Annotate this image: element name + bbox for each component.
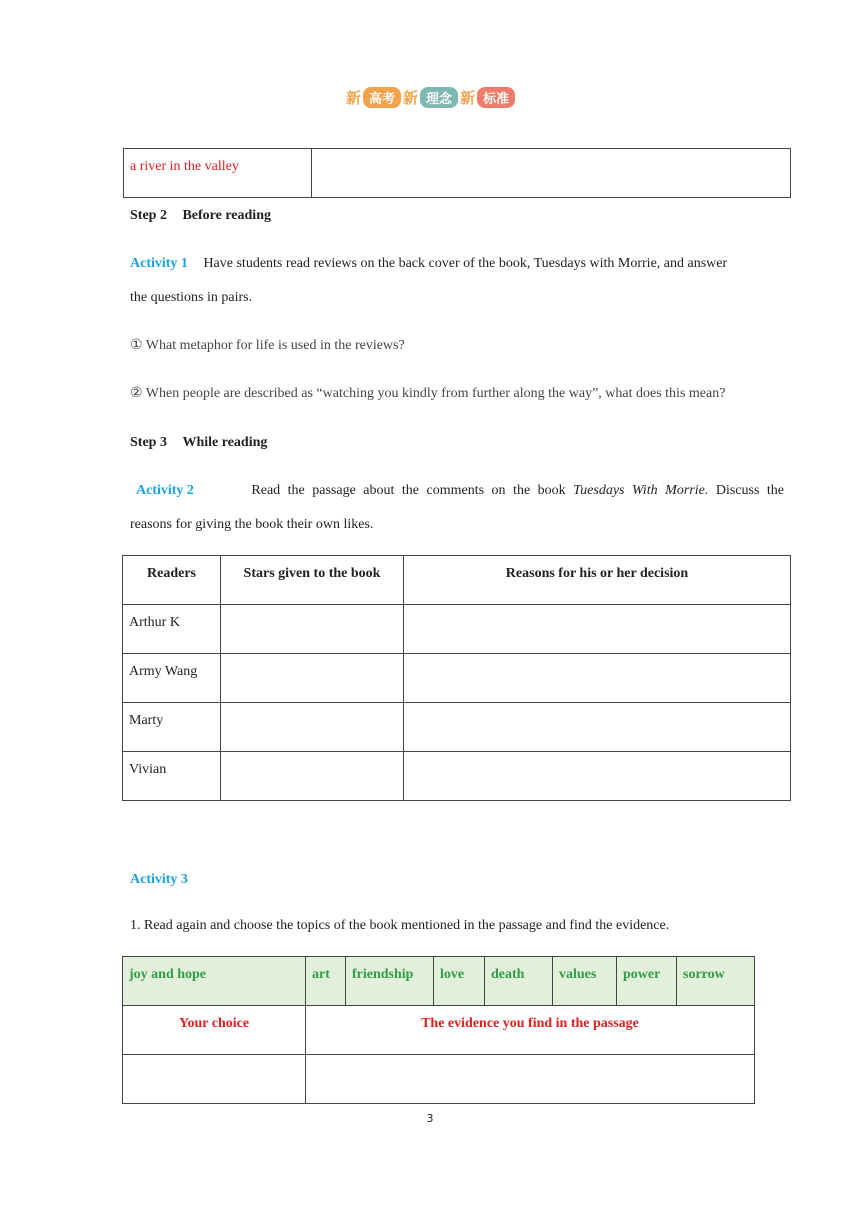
topic-joy-and-hope[interactable]: joy and hope [123,957,306,1006]
topic-sorrow[interactable]: sorrow [677,957,755,1006]
activity1-paragraph [130,254,784,274]
step2-label: Step 2 [130,208,167,223]
activity3-instruction: 1. Read again and choose the topics of the book mentioned in the passage and find the evidence. [130,918,670,933]
topics-header-row [123,1006,755,1055]
topics-row [123,957,755,1006]
page-number: 3 [426,1112,434,1125]
header-logo [346,86,515,108]
reader-name: Arthur K [123,605,221,654]
readers-table-header-row [123,556,791,605]
stars-cell[interactable] [221,752,404,801]
activity2-text [251,481,784,501]
activity2-text-after: Discuss the [708,483,784,498]
activity2-label: Activity 2 [136,483,194,498]
activity2-book-title: Tuesdays With Morrie. [573,483,709,498]
step3-title: While reading [182,435,268,450]
evidence-header: The evidence you find in the passage [306,1006,755,1055]
activity1-question-2: ② When people are described as “watching you kindly from further along the way”, what does this mean? [130,386,726,401]
step2-heading [130,206,271,226]
activity2-text-before: Read the passage about the comments on the book [251,483,574,498]
table-row [123,1055,755,1104]
activity1-text-line2: the questions in pairs. [130,290,253,305]
reasons-cell[interactable] [404,752,791,801]
reader-name: Army Wang [123,654,221,703]
topic-art[interactable]: art [306,957,346,1006]
topic-friendship[interactable]: friendship [346,957,434,1006]
table-row [123,654,791,703]
table-row [123,605,791,654]
step2-title: Before reading [182,208,271,223]
step3-label: Step 3 [130,435,167,450]
logo-char: 新 [460,88,476,107]
top-table-cell: a river in the valley [124,149,312,198]
reasons-cell[interactable] [404,703,791,752]
stars-cell[interactable] [221,605,404,654]
logo-pill: 标准 [477,87,515,108]
top-table [123,148,791,198]
readers-table [122,555,791,801]
stars-header: Stars given to the book [221,556,404,605]
activity2-text-line2: reasons for giving the book their own likes. [130,517,374,532]
topics-table [122,956,755,1104]
activity1-label: Activity 1 [130,256,188,271]
activity1-text-line1: Have students read reviews on the back cover of the book, Tuesdays with Morrie, and answer [203,256,728,271]
logo-pill: 高考 [363,87,401,108]
topic-death[interactable]: death [485,957,553,1006]
logo-char: 新 [403,88,419,107]
reasons-cell[interactable] [404,654,791,703]
step3-heading [130,433,267,453]
reasons-cell[interactable] [404,605,791,654]
topic-values[interactable]: values [553,957,617,1006]
reader-name: Vivian [123,752,221,801]
choice-cell[interactable] [123,1055,306,1104]
top-table-empty-cell[interactable] [312,149,791,198]
logo-char: 新 [346,88,362,107]
topic-power[interactable]: power [617,957,677,1006]
logo-pill: 理念 [420,87,458,108]
activity1-question-1: ① What metaphor for life is used in the reviews? [130,338,405,353]
table-row [123,752,791,801]
readers-header: Readers [123,556,221,605]
activity2-paragraph [136,481,784,501]
evidence-cell[interactable] [306,1055,755,1104]
stars-cell[interactable] [221,654,404,703]
reasons-header: Reasons for his or her decision [404,556,791,605]
table-row [123,703,791,752]
stars-cell[interactable] [221,703,404,752]
your-choice-header: Your choice [123,1006,306,1055]
activity3-label: Activity 3 [130,872,188,887]
topic-love[interactable]: love [434,957,485,1006]
reader-name: Marty [123,703,221,752]
